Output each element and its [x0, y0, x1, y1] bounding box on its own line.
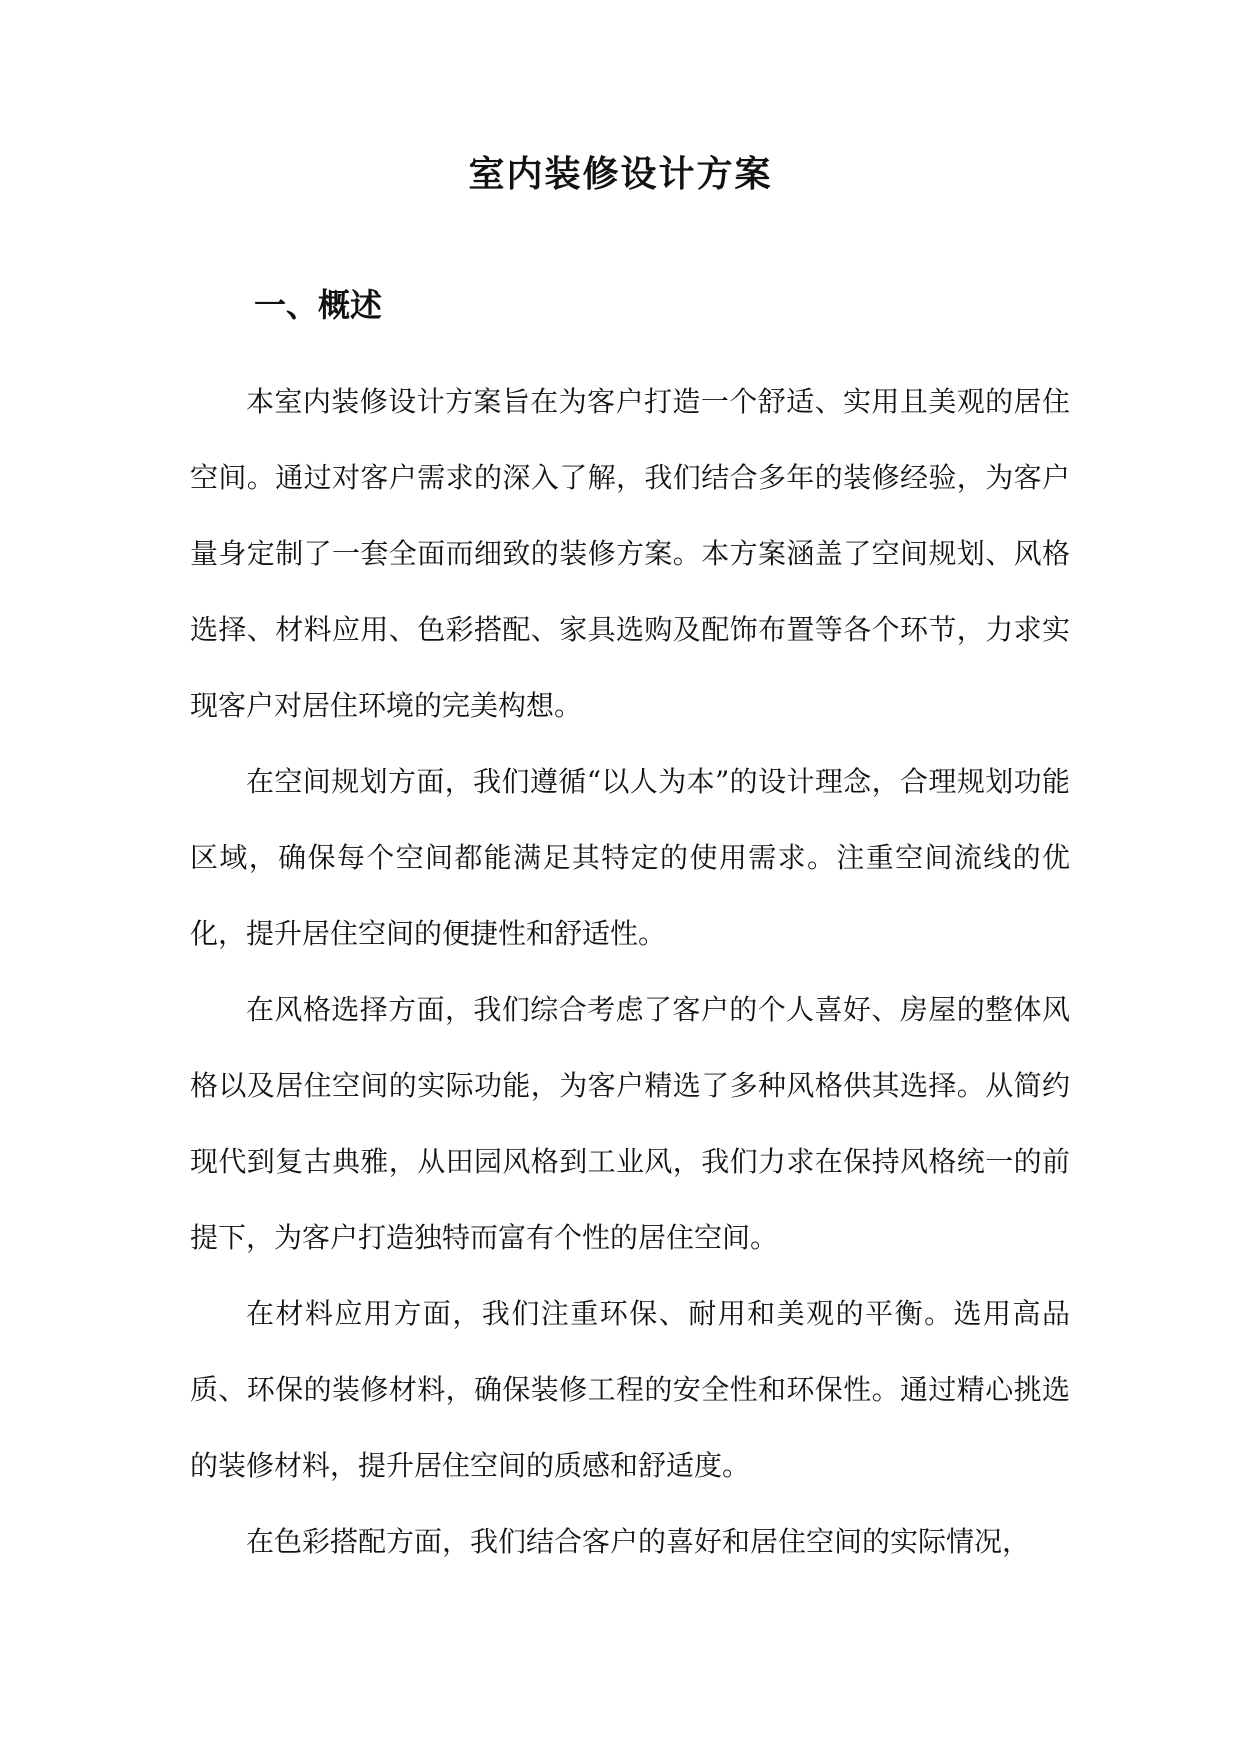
paragraph-color-matching: 在色彩搭配方面，我们结合客户的喜好和居住空间的实际情况，	[246, 1525, 1031, 1558]
document-body	[190, 364, 1070, 1580]
paragraph-space-planning: 在空间规划方面，我们遵循“以人为本”的设计理念，合理规划功能区域，确保每个空间都能满足其特定的使用需求。注重空间流线的优化，提升居住空间的便捷性和舒适性。	[190, 765, 1070, 950]
paragraph-material-application: 在材料应用方面，我们注重环保、耐用和美观的平衡。选用高品质、环保的装修材料，确保装修工程的安全性和环保性。通过精心挑选的装修材料，提升居住空间的质感和舒适度。	[190, 1297, 1070, 1482]
paragraph-style-selection: 在风格选择方面，我们综合考虑了客户的个人喜好、房屋的整体风格以及居住空间的实际功能，为客户精选了多种风格供其选择。从简约现代到复古典雅，从田园风格到工业风，我们力求在保持风格统一的前提下，为客户打造独特而富有个性的居住空间。	[190, 993, 1070, 1254]
section-heading: 一、概述	[254, 286, 383, 324]
document-title: 室内装修设计方案	[468, 154, 773, 195]
paragraph-overview: 本室内装修设计方案旨在为客户打造一个舒适、实用且美观的居住空间。通过对客户需求的深入了解，我们结合多年的装修经验，为客户量身定制了一套全面而细致的装修方案。本方案涵盖了空间规划、风格选择、材料应用、色彩搭配、家具选购及配饰布置等各个环节，力求实现客户对居住环境的完美构想。	[190, 385, 1070, 722]
